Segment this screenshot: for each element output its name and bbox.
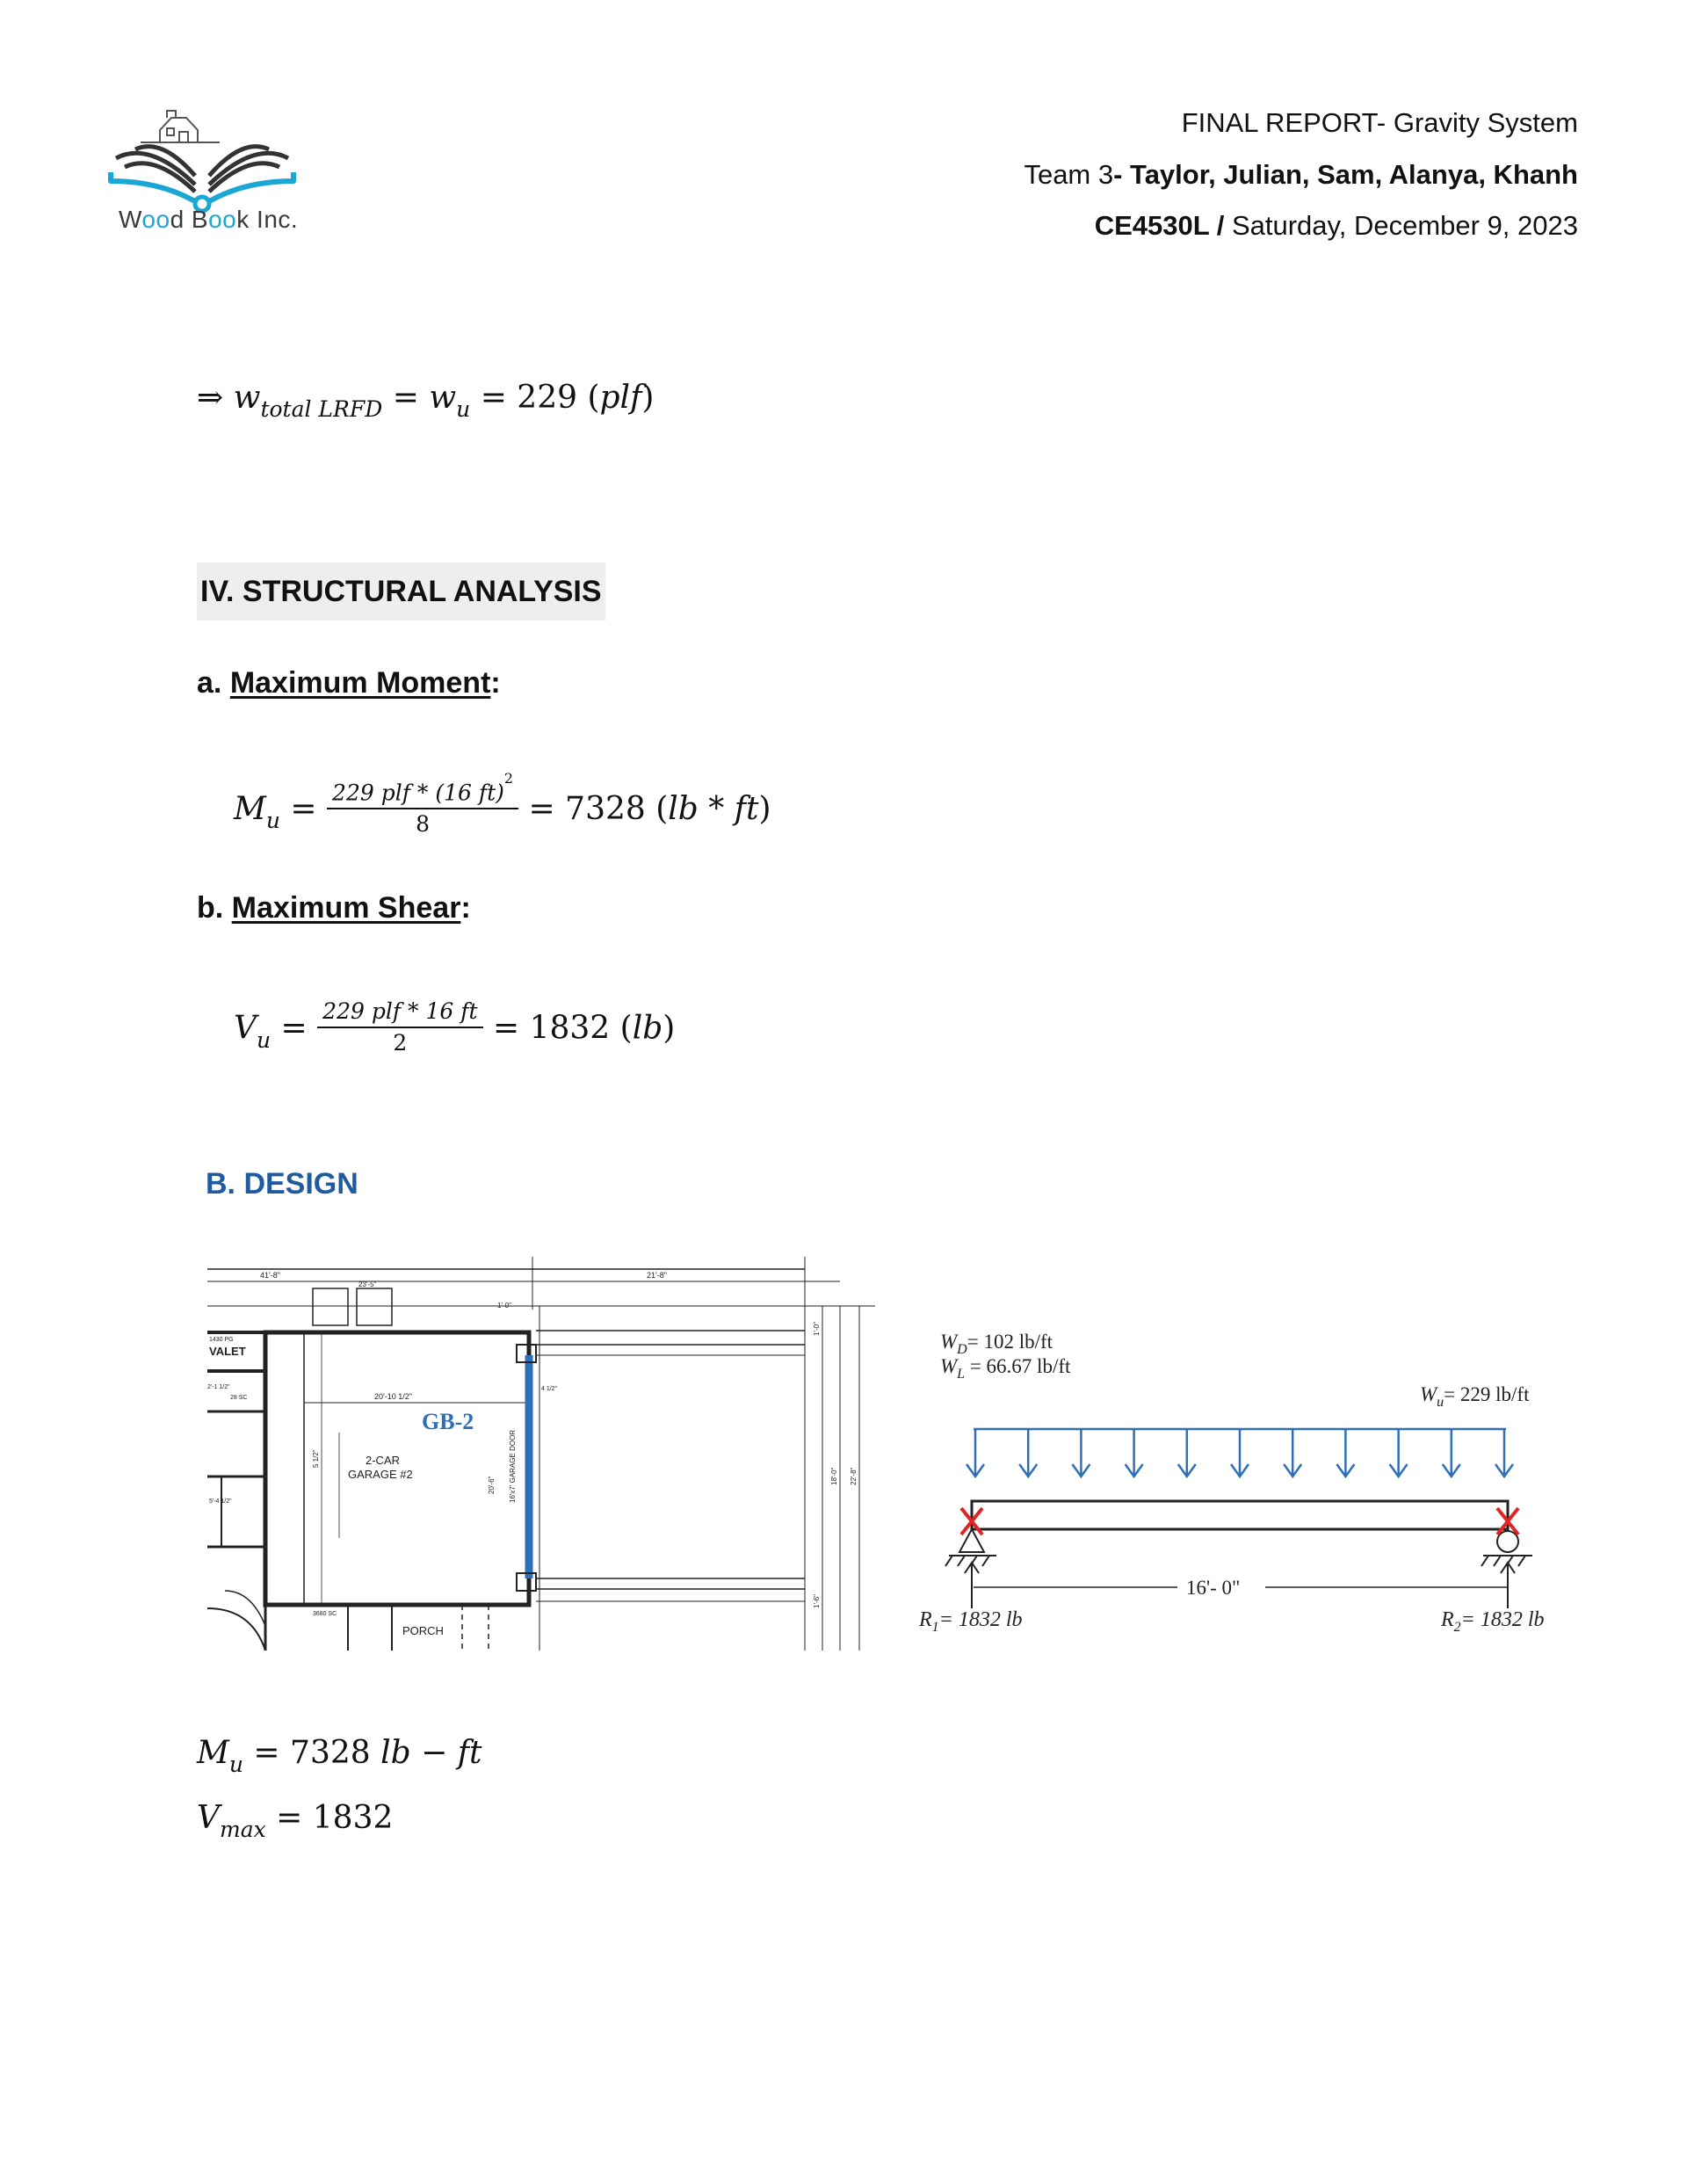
shear-numerator-text: 229 plf * 16 ft	[322, 998, 478, 1024]
subsection-max-shear	[197, 891, 471, 925]
mu-subscript: u	[228, 1752, 243, 1777]
shear-value: = 1832 (	[482, 1010, 633, 1047]
team-line	[1024, 159, 1578, 191]
section-design: B. DESIGN	[206, 1167, 358, 1201]
label-20-6: 20'-6"	[488, 1476, 496, 1494]
wu-subscript: u	[456, 396, 471, 422]
logo-text-mid: d B	[170, 206, 209, 233]
label-5-4: 5'-4 1/2"	[209, 1498, 232, 1505]
span-label: 16'- 0"	[1186, 1577, 1241, 1599]
wd-subscript: D	[957, 1342, 967, 1357]
m-symbol: M	[234, 791, 266, 828]
dim-top-right: 21'-8"	[647, 1271, 667, 1280]
shear-label: Maximum Shear	[231, 891, 461, 925]
wl-symbol: W	[940, 1355, 958, 1377]
dim-top-small: 23'-5"	[358, 1281, 377, 1288]
wu-label	[1420, 1383, 1530, 1410]
wu-value: = 229 lb/ft	[1444, 1383, 1530, 1405]
implies-arrow: ⇒	[197, 380, 234, 416]
mu-unit: lb − ft	[380, 1735, 482, 1771]
vmax-symbol: V	[197, 1800, 220, 1836]
wl-label	[940, 1355, 1071, 1382]
r1-subscript: 1	[931, 1620, 939, 1635]
floor-plan-drawing	[207, 1257, 875, 1651]
section-structural-analysis: IV. STRUCTURAL ANALYSIS	[197, 562, 605, 620]
moment-label: Maximum Moment	[229, 666, 491, 700]
reaction-r1	[918, 1608, 1023, 1635]
equals-sign: =	[279, 791, 328, 828]
w-unit: plf	[599, 380, 642, 416]
shear-colon: :	[460, 891, 471, 925]
r1-symbol: R	[919, 1608, 932, 1631]
mu-value: = 7328	[243, 1735, 381, 1771]
wl-value: = 66.67 lb/ft	[965, 1355, 1071, 1377]
moment-unit: lb * ft	[668, 791, 759, 828]
vmax-value: = 1832	[265, 1800, 394, 1836]
label-1-6: 1'-6"	[813, 1594, 821, 1608]
logo-wordmark	[119, 206, 298, 234]
moment-exponent: 2	[503, 770, 514, 787]
shear-fraction	[317, 998, 482, 1056]
equals-sign: =	[382, 380, 430, 416]
logo-text-suffix: k Inc.	[236, 206, 299, 233]
shear-denominator: 2	[393, 1030, 408, 1056]
moment-numerator	[327, 770, 518, 809]
report-date: Saturday, December 9, 2023	[1224, 210, 1578, 241]
equals-sign: =	[271, 1010, 318, 1047]
roller-support-right	[1481, 1531, 1532, 1566]
moment-numerator-text: 229 plf * (16 ft)	[332, 780, 504, 806]
label-garage-line1: 2-CAR	[366, 1454, 401, 1467]
shear-prefix: b.	[197, 891, 232, 925]
m-subscript: u	[265, 808, 280, 834]
mu-symbol: M	[197, 1735, 229, 1771]
logo-text-w: W	[119, 206, 142, 233]
moment-prefix: a.	[197, 666, 230, 700]
equation-max-shear	[234, 998, 676, 1059]
r2-subscript: 2	[1453, 1620, 1461, 1635]
label-20-10: 20'-10 1/2"	[374, 1392, 412, 1401]
course-code: CE4530L /	[1094, 210, 1225, 241]
label-18-0: 18'-0"	[830, 1467, 838, 1485]
w-subscript: total LRFD	[260, 396, 383, 422]
w-symbol: w	[233, 380, 261, 416]
summary-vmax	[197, 1800, 394, 1842]
r2-value: = 1832 lb	[1460, 1608, 1545, 1631]
r1-value: = 1832 lb	[938, 1608, 1023, 1631]
moment-denominator: 8	[416, 811, 431, 838]
close-paren: )	[662, 1010, 676, 1047]
logo-text-oo: oo	[141, 206, 170, 233]
moment-value: = 7328 (	[518, 791, 669, 828]
w-value: = 229 (	[470, 380, 600, 416]
reaction-r2	[1440, 1608, 1545, 1635]
wu-symbol: w	[429, 380, 457, 416]
wu-subscript: u	[1437, 1395, 1444, 1410]
vmax-subscript: max	[220, 1817, 266, 1842]
wd-symbol: W	[940, 1331, 958, 1353]
label-garage-door: 16'x7' GARAGE DOOR	[509, 1429, 517, 1503]
label-1-0b: 1'-0"	[813, 1322, 821, 1336]
moment-fraction	[327, 770, 518, 838]
shear-unit: lb	[632, 1010, 663, 1047]
r2-symbol: R	[1441, 1608, 1454, 1631]
label-4-1-2: 4 1/2"	[541, 1386, 558, 1392]
close-paren: )	[641, 380, 655, 416]
label-28sc: 28 SC	[230, 1395, 248, 1401]
label-garage-line2: GARAGE #2	[348, 1468, 413, 1481]
equation-w-total	[197, 380, 655, 422]
summary-mu	[197, 1735, 482, 1777]
wd-label	[940, 1331, 1053, 1357]
beam-member	[972, 1501, 1508, 1529]
close-paren: )	[758, 791, 771, 828]
label-1430: 1430 PG	[209, 1337, 234, 1343]
course-date-line	[1095, 210, 1578, 242]
shear-numerator	[317, 998, 482, 1028]
equation-max-moment	[234, 770, 771, 840]
dim-top-left: 41'-8"	[260, 1271, 280, 1280]
dim-1-0: 1'-0"	[497, 1302, 511, 1310]
wd-value: = 102 lb/ft	[967, 1331, 1053, 1353]
logo-text-oo2: oo	[208, 206, 237, 233]
wu-symbol: W	[1420, 1383, 1437, 1405]
label-gb2: GB-2	[422, 1409, 474, 1434]
label-porch: PORCH	[402, 1624, 444, 1637]
report-title: FINAL REPORT- Gravity System	[1181, 107, 1578, 138]
pin-support-left	[945, 1529, 996, 1566]
wl-subscript: L	[957, 1367, 966, 1382]
label-valet: VALET	[209, 1345, 246, 1358]
label-3680: 3680 SC	[313, 1611, 337, 1617]
distributed-load	[967, 1429, 1513, 1477]
moment-colon: :	[490, 666, 501, 700]
label-5-2: 5 1/2"	[312, 1449, 320, 1468]
team-members: - Taylor, Julian, Sam, Alanya, Khanh	[1113, 159, 1578, 190]
house-icon	[141, 111, 220, 142]
label-22-8: 22'-8"	[850, 1467, 858, 1485]
label-2-1-2: 2'-1 1/2"	[207, 1384, 230, 1390]
v-subscript: u	[257, 1027, 272, 1053]
subsection-max-moment	[197, 666, 501, 700]
team-prefix: Team 3	[1024, 159, 1114, 190]
beam-load-diagram	[914, 1318, 1582, 1652]
v-symbol: V	[234, 1010, 257, 1047]
